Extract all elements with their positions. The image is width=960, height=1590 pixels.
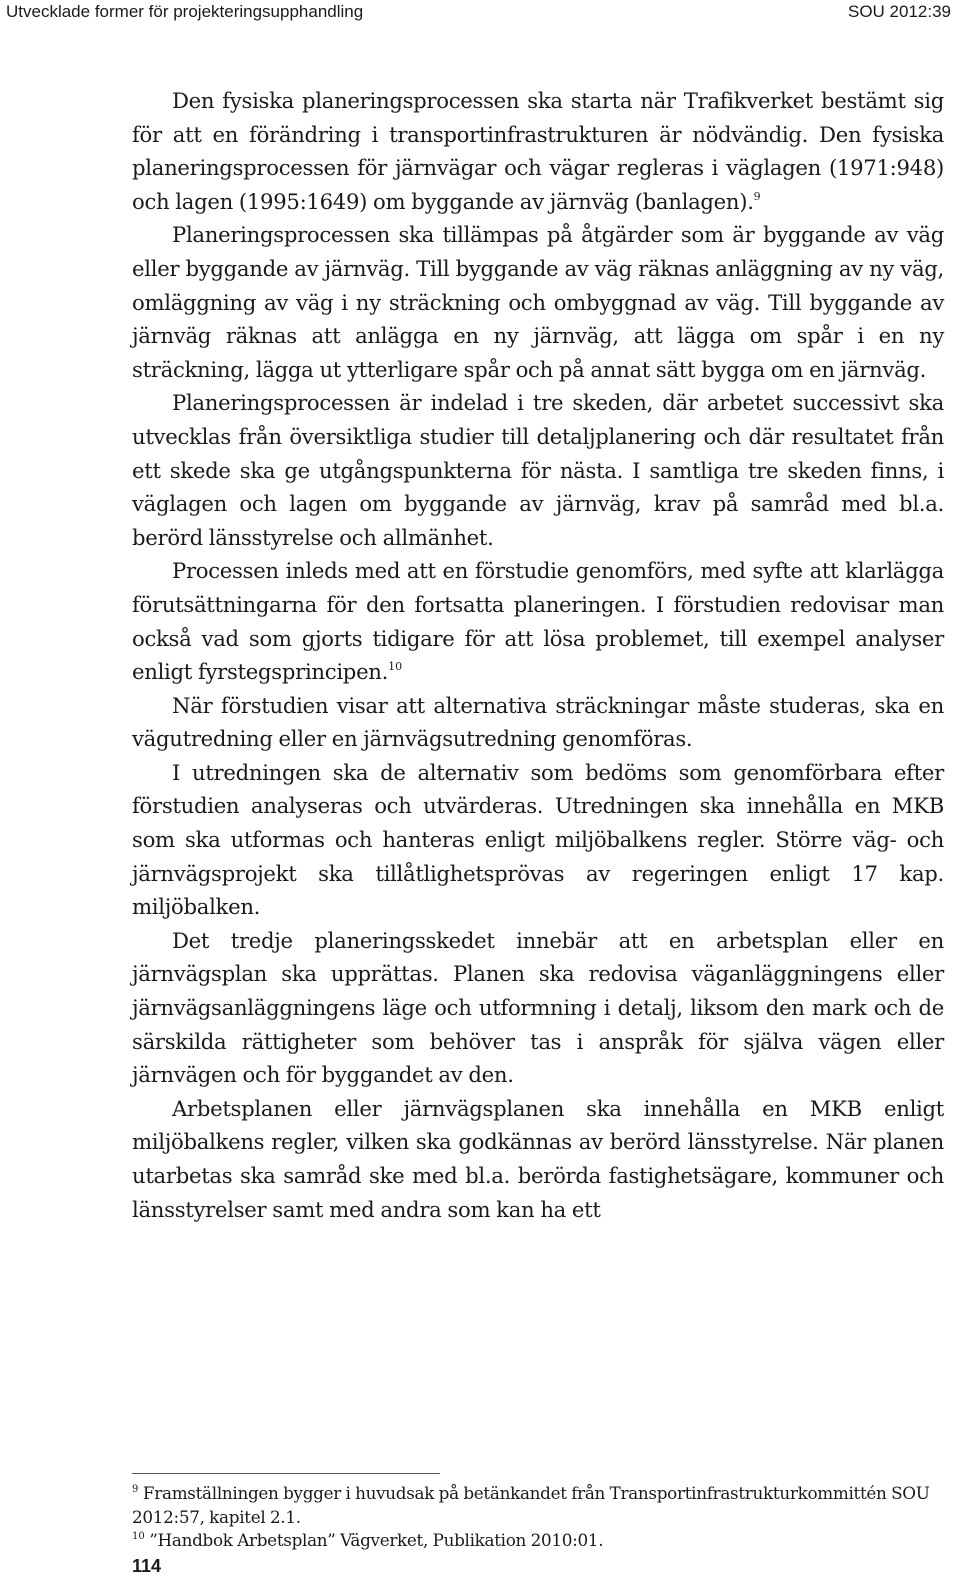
paragraph-7: Det tredje planeringsskedet innebär att en arbetsplan eller en järnvägsplan ska upprättas. Planen ska redovisa väganläggningens eller järnvägsanläggningens läge och utformning i detalj, liksom den mark och de särskilda rättigheter som behöver tas i anspråk för själva vägen eller järnvägen och för byggandet av den.	[132, 927, 944, 1088]
footnote-ref-9: 9	[753, 189, 761, 203]
footnote-text: ”Handbok Arbetsplan” Vägverket, Publikation 2010:01.	[149, 1530, 604, 1550]
paragraph-4-text: Processen inleds med att en förstudie genomförs, med syfte att klarlägga förutsättningarna för den fortsatta planeringen. I förstudien redovisar man också vad som gjorts tidigare för att lösa problemet, till exempel analyser enligt fyrstegsprincipen.	[132, 558, 944, 685]
running-header-title: Utvecklade former för projekteringsupphandling	[6, 2, 364, 21]
footnote-separator	[132, 1473, 440, 1474]
running-header	[0, 0, 960, 26]
footnote-ref-10: 10	[388, 660, 403, 674]
footnote-number: 10	[132, 1531, 145, 1542]
page-number: 114	[132, 1556, 162, 1576]
paragraph-6: I utredningen ska de alternativ som bedöms som genomförbara efter förstudien analyseras och utvärderas. Utredningen ska innehålla en MKB som ska utformas och hanteras enligt miljöbalkens regler. Större väg- och järnvägsprojekt ska tillåtlighetsprövas av regeringen enligt 17 kap. miljöbalken.	[132, 759, 944, 920]
footnote-text: Framställningen bygger i huvudsak på betänkandet från Transportinfrastrukturkommittén SOU 2012:57, kapitel 2.1.	[132, 1483, 930, 1527]
paragraph-8: Arbetsplanen eller järnvägsplanen ska innehålla en MKB enligt miljöbalkens regler, vilken ska godkännas av berörd länsstyrelse. När planen utarbetas ska samråd ske med bl.a. berörda fastighetsägare, kommuner och länsstyrelser samt med andra som kan ha ett	[132, 1095, 944, 1222]
footnote-number: 9	[132, 1484, 139, 1495]
paragraph-2: Planeringsprocessen ska tillämpas på åtgärder som är byggande av väg eller byggande av järnväg. Till byggande av väg räknas anläggning av ny väg, omläggning av väg i ny sträckning och ombyggnad av väg. Till byggande av järnväg räknas att anlägga en ny järnväg, att lägga om spår i en ny sträckning, lägga ut ytterligare spår och på annat sätt bygga om en järnväg.	[132, 222, 944, 382]
body-text	[132, 84, 944, 1226]
paragraph-3: Planeringsprocessen är indelad i tre skeden, där arbetet successivt ska utvecklas från översiktliga studier till detaljplanering och där resultatet från ett skede ska ge utgångspunkterna för nästa. I samtliga tre skeden finns, i väglagen och lagen om byggande av järnväg, krav på samråd med bl.a. berörd länsstyrelse och allmänhet.	[132, 390, 944, 550]
paragraph-1-text: Den fysiska planeringsprocessen ska starta när Trafikverket bestämt sig för att en förändring i transportinfrastrukturen är nödvändig. Den fysiska planeringsprocessen för järnvägar och vägar regleras i väglagen (1971:948) och lagen (1995:1649) om byggande av järnväg (banlagen).	[132, 88, 944, 214]
footnotes	[132, 1482, 944, 1553]
footnote-10	[132, 1529, 944, 1553]
running-header-report-number: SOU 2012:39	[847, 2, 951, 21]
paragraph-4	[132, 554, 944, 688]
paragraph-1	[132, 84, 944, 218]
paragraph-5: När förstudien visar att alternativa sträckningar måste studeras, ska en vägutredning eller en järnvägsutredning genomföras.	[132, 692, 944, 752]
footnote-9	[132, 1482, 944, 1529]
